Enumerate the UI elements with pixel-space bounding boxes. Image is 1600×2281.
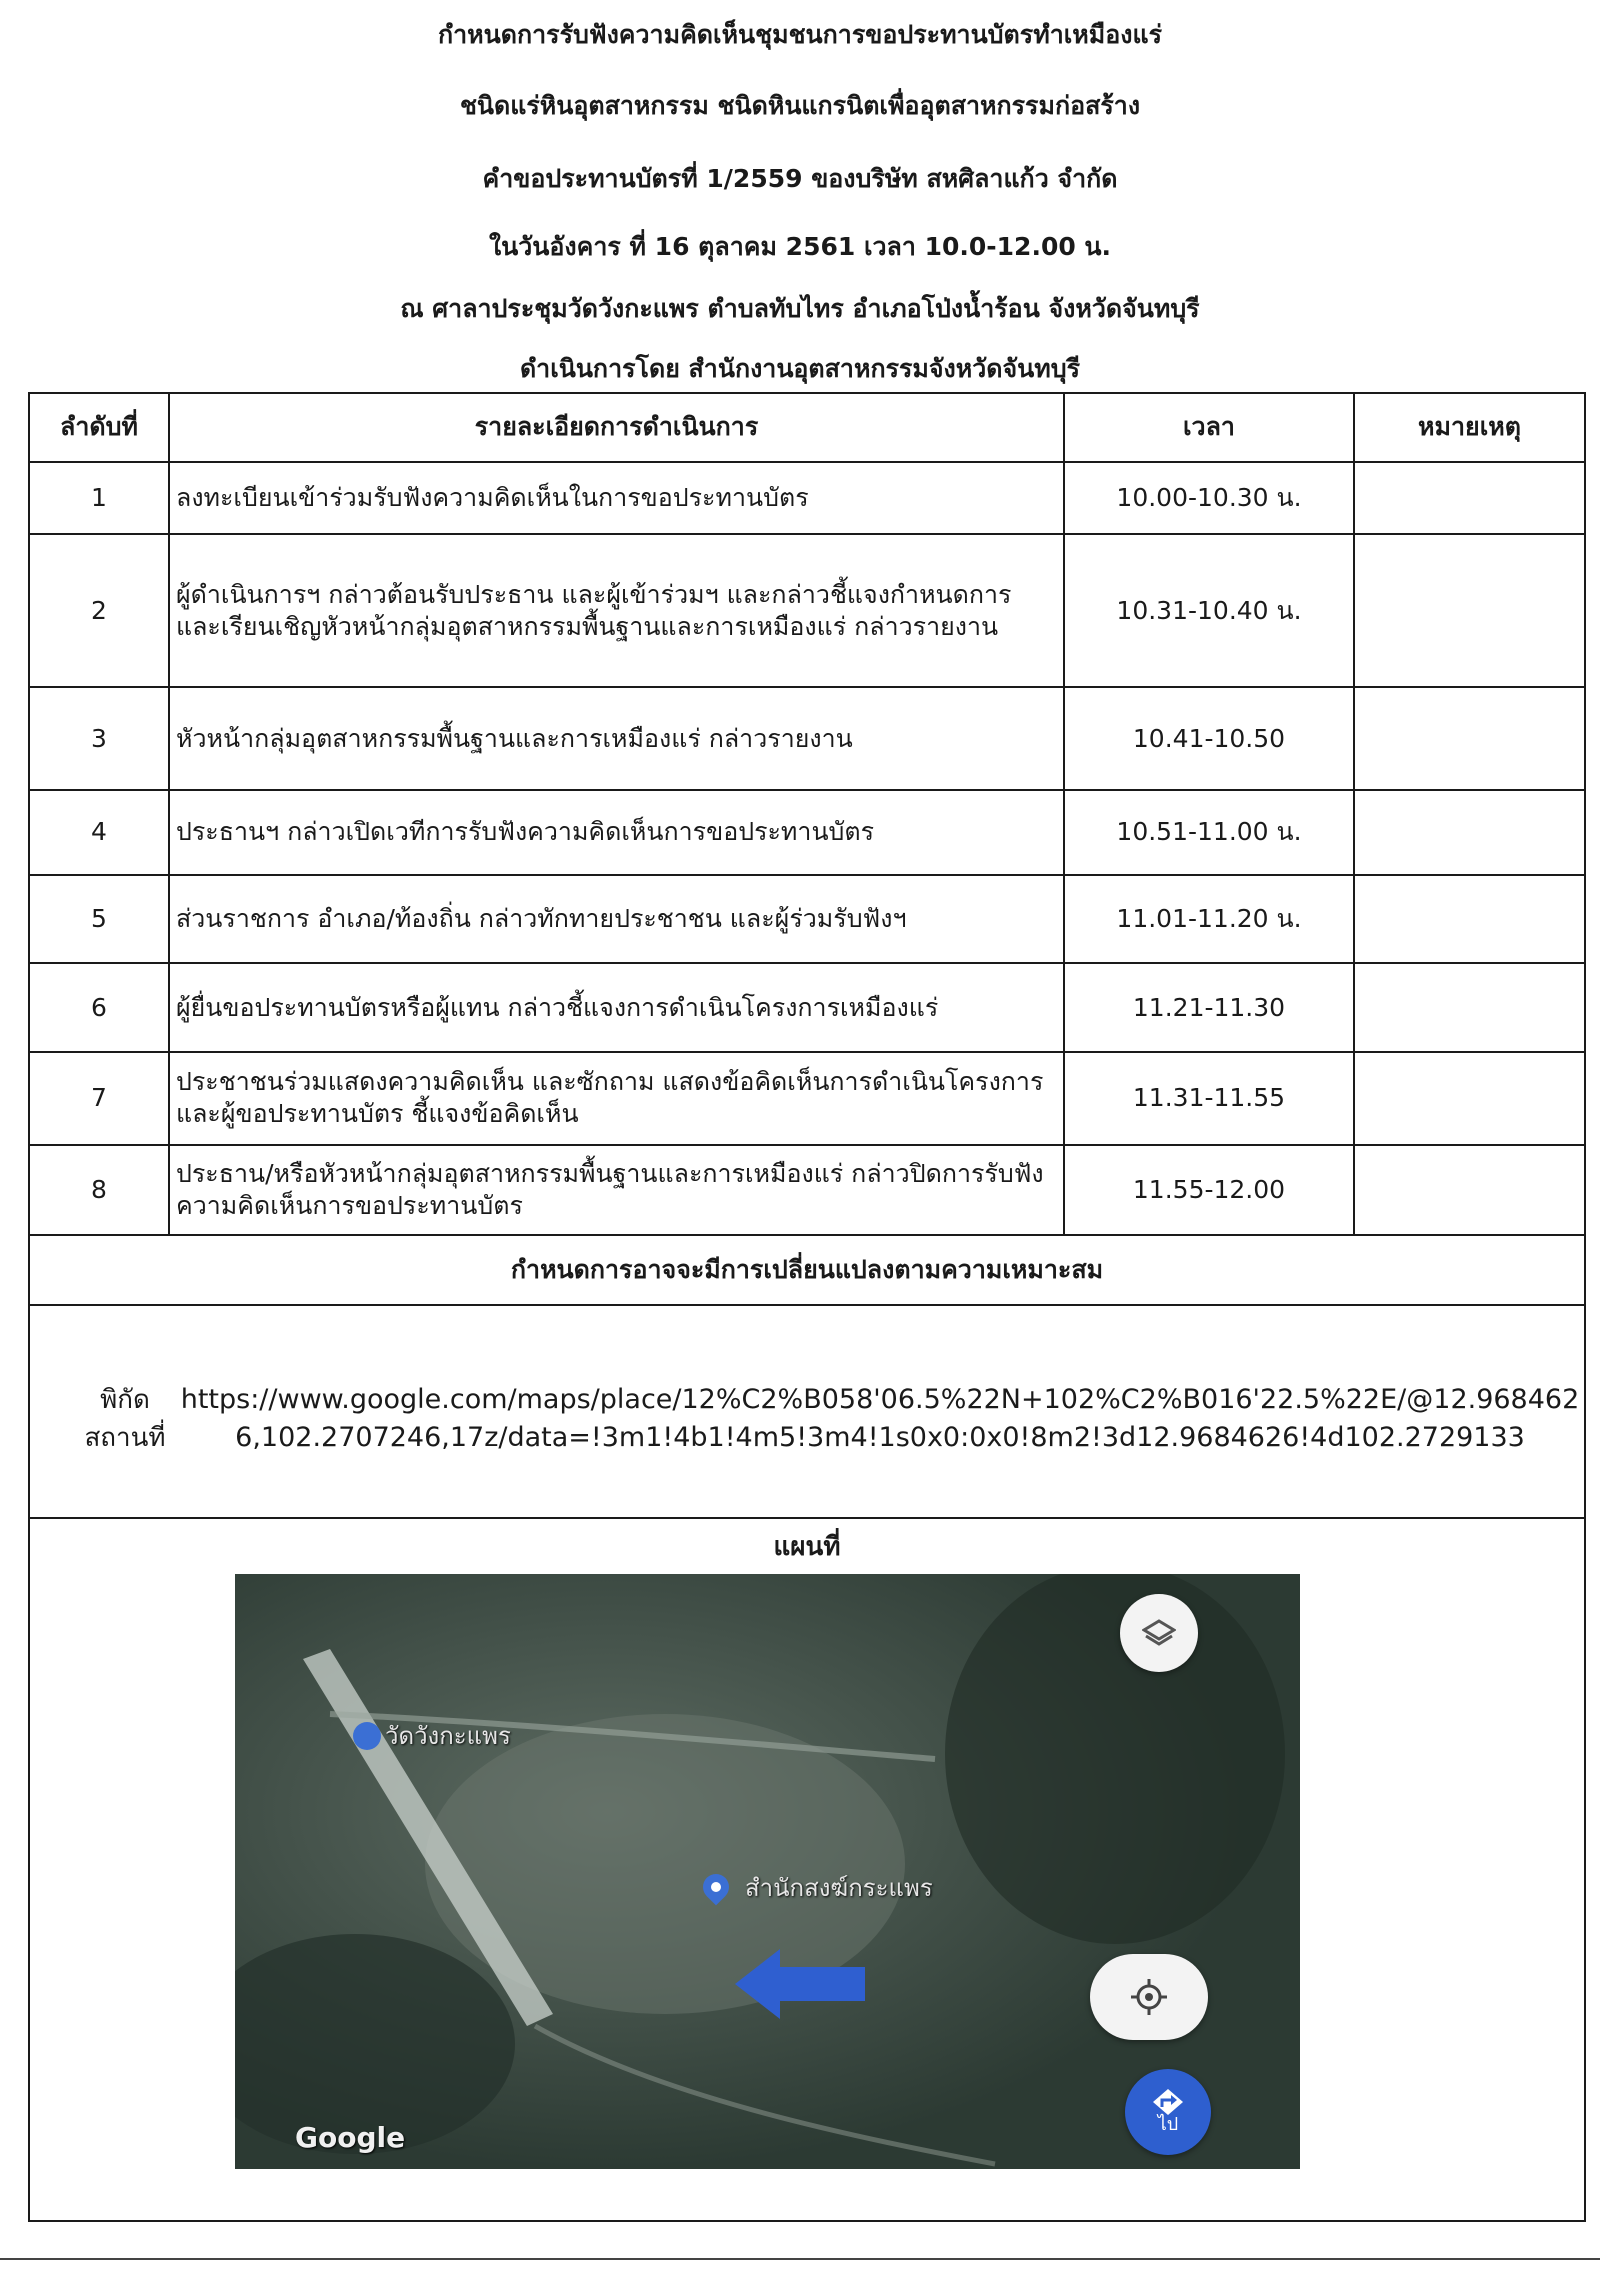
- header-request: คำขอประทานบัตรที่ 1/2559 ของบริษัท สหศิลาแก้ว จำกัด: [482, 164, 1118, 193]
- layers-icon: [1142, 1619, 1176, 1647]
- row-time: 11.31-11.55: [1064, 1052, 1354, 1145]
- header-date: ในวันอังคาร ที่ 16 ตุลาคม 2561 เวลา 10.0-12.00 น.: [488, 232, 1112, 261]
- header-time: เวลา: [1064, 393, 1354, 462]
- footnote-row: [29, 1235, 1585, 1305]
- direction-arrow-icon: [735, 1949, 865, 2019]
- table-row: [29, 462, 1585, 535]
- row-detail: หัวหน้ากลุ่มอุตสาหกรรมพื้นฐานและการเหมืองแร่ กล่าวรายงาน: [169, 687, 1064, 790]
- map-image[interactable]: [235, 1574, 1300, 2169]
- row-note: [1354, 790, 1585, 875]
- row-no: 3: [29, 687, 169, 790]
- plantation-area: [945, 1574, 1285, 1944]
- map-label-monastery: สำนักสงฆ์กระแพร: [745, 1873, 933, 1902]
- location-url[interactable]: https://www.google.com/maps/place/12%C2%B058'06.5%22N+102%C2%B016'22.5%22E/@12.9684626,102.2707246,17z/data=!3m1!4b1!4m5!3m4!1s0x0:0x0!8m2!3d12.9684626!4d102.2729133: [180, 1383, 1580, 1453]
- row-no: 1: [29, 462, 169, 535]
- header-organizer: ดำเนินการโดย สำนักงานอุตสาหกรรมจังหวัดจันทบุรี: [519, 354, 1081, 383]
- map-heading: แผนที่: [773, 1531, 841, 1562]
- crosshair-icon: [1129, 1977, 1169, 2017]
- header-note: หมายเหตุ: [1354, 393, 1585, 462]
- location-cell: [29, 1305, 1585, 1518]
- directions-label: ไป: [1157, 2113, 1179, 2135]
- page-bottom-rule: [0, 2258, 1600, 2260]
- directions-icon: [1153, 2089, 1183, 2115]
- row-time: 10.41-10.50: [1064, 687, 1354, 790]
- schedule-table: [28, 392, 1586, 2222]
- directions-button[interactable]: [1125, 2069, 1211, 2155]
- header-title: กำหนดการรับฟังความคิดเห็นชุมชนการขอประทานบัตรทำเหมืองแร่: [438, 20, 1162, 49]
- row-time: 10.51-11.00 น.: [1064, 790, 1354, 875]
- row-note: [1354, 687, 1585, 790]
- header-venue: ณ ศาลาประชุมวัดวังกะแพร ตำบลทับไทร อำเภอโป่งน้ำร้อน จังหวัดจันทบุรี: [400, 294, 1200, 323]
- table-row: [29, 534, 1585, 687]
- row-note: [1354, 963, 1585, 1052]
- layers-button[interactable]: [1120, 1594, 1198, 1672]
- map-cell: [29, 1518, 1585, 2221]
- row-detail: ส่วนราชการ อำเภอ/ท้องถิ่น กล่าวทักทายประชาชน และผู้ร่วมรับฟังฯ: [169, 875, 1064, 964]
- row-detail: ผู้ดำเนินการฯ กล่าวต้อนรับประธาน และผู้เข้าร่วมฯ และกล่าวชี้แจงกำหนดการ และเรียนเชิญหัวหน้ากลุ่มอุตสาหกรรมพื้นฐานและการเหมืองแร่ กล่าวรายงาน: [169, 534, 1064, 687]
- table-row: [29, 1052, 1585, 1145]
- temple-pin-icon[interactable]: [353, 1722, 381, 1750]
- row-time: 10.00-10.30 น.: [1064, 462, 1354, 535]
- location-label-line1: พิกัด: [100, 1384, 150, 1415]
- location-label-line2: สถานที่: [84, 1422, 166, 1453]
- row-no: 7: [29, 1052, 169, 1145]
- header-no: ลำดับที่: [29, 393, 169, 462]
- row-no: 2: [29, 534, 169, 687]
- row-no: 8: [29, 1145, 169, 1236]
- table-row: [29, 963, 1585, 1052]
- row-no: 5: [29, 875, 169, 964]
- map-row: [29, 1518, 1585, 2221]
- table-row: [29, 875, 1585, 964]
- table-row: [29, 1145, 1585, 1236]
- header-mineral-type: ชนิดแร่หินอุตสาหกรรม ชนิดหินแกรนิตเพื่ออุตสาหกรรมก่อสร้าง: [459, 91, 1141, 120]
- row-detail: ประชาชนร่วมแสดงความคิดเห็น และซักถาม แสดงข้อคิดเห็นการดำเนินโครงการ และผู้ขอประทานบัตร ชี้แจงข้อคิดเห็น: [169, 1052, 1064, 1145]
- row-note: [1354, 1145, 1585, 1236]
- header-detail: รายละเอียดการดำเนินการ: [169, 393, 1064, 462]
- table-row: [29, 687, 1585, 790]
- map-label-temple: วัดวังกะแพร: [385, 1721, 511, 1750]
- table-row: [29, 790, 1585, 875]
- row-detail: ผู้ยื่นขอประทานบัตรหรือผู้แทน กล่าวชี้แจงการดำเนินโครงการเหมืองแร่: [169, 963, 1064, 1052]
- google-logo: Google: [295, 2120, 406, 2154]
- row-no: 4: [29, 790, 169, 875]
- row-note: [1354, 462, 1585, 535]
- table-header-row: [29, 393, 1585, 462]
- row-no: 6: [29, 963, 169, 1052]
- row-detail: ลงทะเบียนเข้าร่วมรับฟังความคิดเห็นในการขอประทานบัตร: [169, 462, 1064, 535]
- row-detail: ประธานฯ กล่าวเปิดเวทีการรับฟังความคิดเห็นการขอประทานบัตร: [169, 790, 1064, 875]
- row-time: 11.21-11.30: [1064, 963, 1354, 1052]
- location-row: [29, 1305, 1585, 1518]
- my-location-button[interactable]: [1090, 1954, 1208, 2040]
- schedule-footnote: กำหนดการอาจจะมีการเปลี่ยนแปลงตามความเหมาะสม: [29, 1235, 1585, 1305]
- row-note: [1354, 1052, 1585, 1145]
- row-time: 10.31-10.40 น.: [1064, 534, 1354, 687]
- row-time: 11.01-11.20 น.: [1064, 875, 1354, 964]
- row-detail: ประธาน/หรือหัวหน้ากลุ่มอุตสาหกรรมพื้นฐานและการเหมืองแร่ กล่าวปิดการรับฟังความคิดเห็นการขอประทานบัตร: [169, 1145, 1064, 1236]
- row-note: [1354, 534, 1585, 687]
- row-time: 11.55-12.00: [1064, 1145, 1354, 1236]
- row-note: [1354, 875, 1585, 964]
